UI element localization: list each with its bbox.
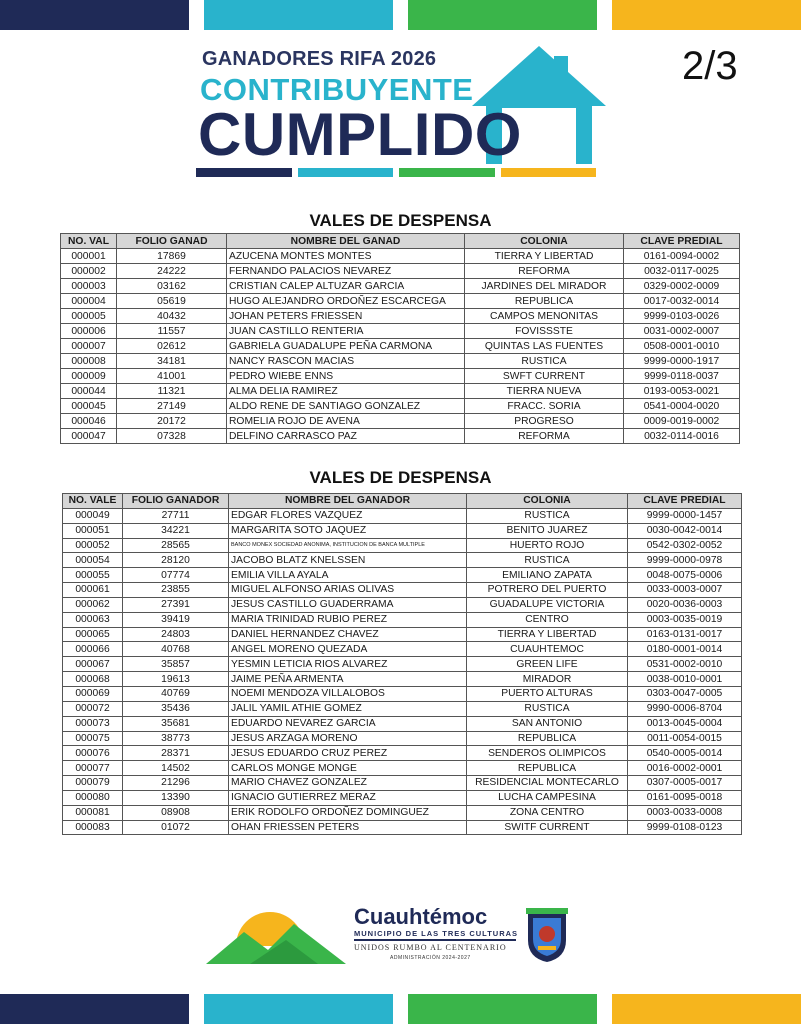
neighborhood-cell: JARDINES DEL MIRADOR bbox=[465, 279, 624, 294]
neighborhood-cell: FRACC. SORIA bbox=[465, 399, 624, 414]
folio-cell: 38773 bbox=[123, 731, 229, 746]
property-key-cell: 0329-0002-0009 bbox=[624, 279, 740, 294]
neighborhood-cell: MIRADOR bbox=[467, 672, 628, 687]
voucher-number-cell: 000069 bbox=[63, 686, 123, 701]
property-key-cell: 9999-0000-0978 bbox=[628, 553, 742, 568]
page-number: 2/3 bbox=[682, 44, 738, 88]
folio-cell: 24803 bbox=[123, 627, 229, 642]
voucher-number-cell: 000066 bbox=[63, 642, 123, 657]
winner-name-cell: MIGUEL ALFONSO ARIAS OLIVAS bbox=[229, 583, 467, 598]
winner-name-cell: JESUS EDUARDO CRUZ PEREZ bbox=[229, 746, 467, 761]
property-key-cell: 0531-0002-0010 bbox=[628, 657, 742, 672]
voucher-number-cell: 000051 bbox=[63, 523, 123, 538]
folio-cell: 27149 bbox=[117, 399, 227, 414]
neighborhood-cell: SWFT CURRENT bbox=[465, 369, 624, 384]
table2-title: VALES DE DESPENSA bbox=[309, 468, 492, 487]
folio-cell: 08908 bbox=[123, 805, 229, 820]
table-row bbox=[63, 612, 742, 627]
winner-name-cell: MARGARITA SOTO JAQUEZ bbox=[229, 523, 467, 538]
table-row bbox=[61, 414, 740, 429]
table-row bbox=[63, 508, 742, 523]
table-row bbox=[63, 568, 742, 583]
folio-cell: 17869 bbox=[117, 249, 227, 264]
property-key-cell: 0020-0036-0003 bbox=[628, 597, 742, 612]
header-voucher-number: NO. VAL bbox=[61, 234, 117, 249]
neighborhood-cell: SENDEROS OLIMPICOS bbox=[467, 746, 628, 761]
winner-name-cell: JESUS ARZAGA MORENO bbox=[229, 731, 467, 746]
table-row bbox=[63, 523, 742, 538]
neighborhood-cell: PROGRESO bbox=[465, 414, 624, 429]
winner-name-cell: MARIO CHAVEZ GONZALEZ bbox=[229, 776, 467, 791]
neighborhood-cell: GREEN LIFE bbox=[467, 657, 628, 672]
winner-name-cell: ROMELIA ROJO DE AVENA bbox=[227, 414, 465, 429]
winner-name-cell: AZUCENA MONTES MONTES bbox=[227, 249, 465, 264]
property-key-cell: 0016-0002-0001 bbox=[628, 761, 742, 776]
voucher-number-cell: 000008 bbox=[61, 354, 117, 369]
header-folio: FOLIO GANADOR bbox=[123, 494, 229, 509]
table-row bbox=[63, 716, 742, 731]
table-row bbox=[63, 583, 742, 598]
neighborhood-cell: EMILIANO ZAPATA bbox=[467, 568, 628, 583]
winner-name-cell: ERIK RODOLFO ORDOÑEZ DOMINGUEZ bbox=[229, 805, 467, 820]
winner-name-cell: HUGO ALEJANDRO ORDOÑEZ ESCARCEGA bbox=[227, 294, 465, 309]
bottom-color-stripe bbox=[0, 994, 801, 1024]
logo-line1: GANADORES RIFA 2026 bbox=[202, 48, 437, 70]
property-key-cell: 0163-0131-0017 bbox=[628, 627, 742, 642]
table-row bbox=[61, 339, 740, 354]
winner-name-cell: BANCO MONEX SOCIEDAD ANONIMA, INSTITUCION DE BANCA MULTIPLE bbox=[229, 538, 467, 553]
folio-cell: 07328 bbox=[117, 429, 227, 444]
logo-color-bars bbox=[196, 168, 596, 177]
table-row bbox=[63, 701, 742, 716]
property-key-cell: 0161-0094-0002 bbox=[624, 249, 740, 264]
folio-cell: 27711 bbox=[123, 508, 229, 523]
header-winner-name: NOMBRE DEL GANAD bbox=[227, 234, 465, 249]
property-key-cell: 0032-0117-0025 bbox=[624, 264, 740, 279]
table-row bbox=[61, 384, 740, 399]
voucher-number-cell: 000005 bbox=[61, 309, 117, 324]
voucher-number-cell: 000046 bbox=[61, 414, 117, 429]
voucher-number-cell: 000079 bbox=[63, 776, 123, 791]
neighborhood-cell: GUADALUPE VICTORIA bbox=[467, 597, 628, 612]
winner-name-cell: ANGEL MORENO QUEZADA bbox=[229, 642, 467, 657]
table-row bbox=[61, 309, 740, 324]
voucher-number-cell: 000083 bbox=[63, 820, 123, 835]
folio-cell: 41001 bbox=[117, 369, 227, 384]
table-row bbox=[61, 354, 740, 369]
voucher-number-cell: 000009 bbox=[61, 369, 117, 384]
winner-name-cell: MARIA TRINIDAD RUBIO PEREZ bbox=[229, 612, 467, 627]
neighborhood-cell: HUERTO ROJO bbox=[467, 538, 628, 553]
folio-cell: 40769 bbox=[123, 686, 229, 701]
neighborhood-cell: RUSTICA bbox=[467, 508, 628, 523]
folio-cell: 05619 bbox=[117, 294, 227, 309]
coat-of-arms-icon bbox=[524, 906, 570, 964]
property-key-cell: 9990-0006-8704 bbox=[628, 701, 742, 716]
voucher-number-cell: 000049 bbox=[63, 508, 123, 523]
table-row bbox=[61, 429, 740, 444]
table-row bbox=[63, 776, 742, 791]
table-row bbox=[63, 538, 742, 553]
neighborhood-cell: TIERRA Y LIBERTAD bbox=[465, 249, 624, 264]
table-row bbox=[61, 324, 740, 339]
winner-name-cell: DELFINO CARRASCO PAZ bbox=[227, 429, 465, 444]
winner-name-cell: PEDRO WIEBE ENNS bbox=[227, 369, 465, 384]
folio-cell: 28371 bbox=[123, 746, 229, 761]
table-row bbox=[63, 672, 742, 687]
folio-cell: 35681 bbox=[123, 716, 229, 731]
property-key-cell: 0013-0045-0004 bbox=[628, 716, 742, 731]
voucher-number-cell: 000047 bbox=[61, 429, 117, 444]
voucher-number-cell: 000006 bbox=[61, 324, 117, 339]
folio-cell: 20172 bbox=[117, 414, 227, 429]
neighborhood-cell: SAN ANTONIO bbox=[467, 716, 628, 731]
property-key-cell: 0048-0075-0006 bbox=[628, 568, 742, 583]
property-key-cell: 0508-0001-0010 bbox=[624, 339, 740, 354]
header-folio: FOLIO GANAD bbox=[117, 234, 227, 249]
property-key-cell: 0031-0002-0007 bbox=[624, 324, 740, 339]
property-key-cell: 0009-0019-0002 bbox=[624, 414, 740, 429]
voucher-number-cell: 000072 bbox=[63, 701, 123, 716]
neighborhood-cell: TIERRA Y LIBERTAD bbox=[467, 627, 628, 642]
winner-name-cell: EDUARDO NEVAREZ GARCIA bbox=[229, 716, 467, 731]
voucher-number-cell: 000055 bbox=[63, 568, 123, 583]
property-key-cell: 0303-0047-0005 bbox=[628, 686, 742, 701]
voucher-number-cell: 000052 bbox=[63, 538, 123, 553]
administration-period: ADMINISTRACIÓN 2024-2027 bbox=[390, 955, 471, 961]
neighborhood-cell: PUERTO ALTURAS bbox=[467, 686, 628, 701]
table-row bbox=[61, 369, 740, 384]
winner-name-cell: YESMIN LETICIA RIOS ALVAREZ bbox=[229, 657, 467, 672]
raffle-logo bbox=[196, 44, 616, 184]
folio-cell: 19613 bbox=[123, 672, 229, 687]
property-key-cell: 0032-0114-0016 bbox=[624, 429, 740, 444]
table-row bbox=[63, 746, 742, 761]
property-key-cell: 0003-0035-0019 bbox=[628, 612, 742, 627]
neighborhood-cell: REPUBLICA bbox=[465, 294, 624, 309]
brand-motto: UNIDOS RUMBO AL CENTENARIO bbox=[354, 943, 507, 952]
voucher-number-cell: 000054 bbox=[63, 553, 123, 568]
voucher-number-cell: 000068 bbox=[63, 672, 123, 687]
property-key-cell: 0003-0033-0008 bbox=[628, 805, 742, 820]
folio-cell: 28120 bbox=[123, 553, 229, 568]
neighborhood-cell: REPUBLICA bbox=[467, 731, 628, 746]
folio-cell: 11321 bbox=[117, 384, 227, 399]
winner-name-cell: FERNANDO PALACIOS NEVAREZ bbox=[227, 264, 465, 279]
property-key-cell: 9999-0118-0037 bbox=[624, 369, 740, 384]
property-key-cell: 0011-0054-0015 bbox=[628, 731, 742, 746]
property-key-cell: 0017-0032-0014 bbox=[624, 294, 740, 309]
header-property-key: CLAVE PREDIAL bbox=[628, 494, 742, 509]
folio-cell: 03162 bbox=[117, 279, 227, 294]
voucher-number-cell: 000080 bbox=[63, 790, 123, 805]
table-header-row bbox=[61, 234, 740, 249]
table-row bbox=[61, 264, 740, 279]
folio-cell: 01072 bbox=[123, 820, 229, 835]
property-key-cell: 0030-0042-0014 bbox=[628, 523, 742, 538]
folio-cell: 27391 bbox=[123, 597, 229, 612]
winner-name-cell: NOEMI MENDOZA VILLALOBOS bbox=[229, 686, 467, 701]
folio-cell: 40432 bbox=[117, 309, 227, 324]
header-neighborhood: COLONIA bbox=[467, 494, 628, 509]
neighborhood-cell: ZONA CENTRO bbox=[467, 805, 628, 820]
table-row bbox=[63, 761, 742, 776]
neighborhood-cell: QUINTAS LAS FUENTES bbox=[465, 339, 624, 354]
winner-name-cell: JAIME PEÑA ARMENTA bbox=[229, 672, 467, 687]
table-row bbox=[63, 553, 742, 568]
voucher-number-cell: 000003 bbox=[61, 279, 117, 294]
neighborhood-cell: CUAUHTEMOC bbox=[467, 642, 628, 657]
neighborhood-cell: POTRERO DEL PUERTO bbox=[467, 583, 628, 598]
winner-name-cell: ALDO RENE DE SANTIAGO GONZALEZ bbox=[227, 399, 465, 414]
neighborhood-cell: RUSTICA bbox=[465, 354, 624, 369]
neighborhood-cell: SWITF CURRENT bbox=[467, 820, 628, 835]
winner-name-cell: JALIL YAMIL ATHIE GOMEZ bbox=[229, 701, 467, 716]
winner-name-cell: CARLOS MONGE MONGE bbox=[229, 761, 467, 776]
logo-line2: CONTRIBUYENTE bbox=[200, 72, 474, 107]
folio-cell: 39419 bbox=[123, 612, 229, 627]
property-key-cell: 0033-0003-0007 bbox=[628, 583, 742, 598]
neighborhood-cell: RUSTICA bbox=[467, 701, 628, 716]
property-key-cell: 0038-0010-0001 bbox=[628, 672, 742, 687]
winners-table-2 bbox=[62, 493, 742, 835]
brand-tagline: MUNICIPIO DE LAS TRES CULTURAS bbox=[354, 929, 519, 938]
property-key-cell: 0542-0302-0052 bbox=[628, 538, 742, 553]
property-key-cell: 0541-0004-0020 bbox=[624, 399, 740, 414]
voucher-number-cell: 000044 bbox=[61, 384, 117, 399]
table-row bbox=[61, 399, 740, 414]
winner-name-cell: EMILIA VILLA AYALA bbox=[229, 568, 467, 583]
table-header-row bbox=[63, 494, 742, 509]
hills-sun-icon bbox=[206, 902, 346, 964]
property-key-cell: 9999-0000-1457 bbox=[628, 508, 742, 523]
winner-name-cell: JUAN CASTILLO RENTERIA bbox=[227, 324, 465, 339]
winner-name-cell: JACOBO BLATZ KNELSSEN bbox=[229, 553, 467, 568]
folio-cell: 34221 bbox=[123, 523, 229, 538]
voucher-number-cell: 000073 bbox=[63, 716, 123, 731]
table-row bbox=[63, 642, 742, 657]
neighborhood-cell: RUSTICA bbox=[467, 553, 628, 568]
brand-name: Cuauhtémoc bbox=[354, 904, 488, 929]
winner-name-cell: JESUS CASTILLO GUADERRAMA bbox=[229, 597, 467, 612]
voucher-number-cell: 000075 bbox=[63, 731, 123, 746]
folio-cell: 11557 bbox=[117, 324, 227, 339]
voucher-number-cell: 000007 bbox=[61, 339, 117, 354]
top-color-stripe bbox=[0, 0, 801, 30]
header-voucher-number: NO. VALE bbox=[63, 494, 123, 509]
table-row bbox=[63, 597, 742, 612]
property-key-cell: 9999-0000-1917 bbox=[624, 354, 740, 369]
property-key-cell: 0540-0005-0014 bbox=[628, 746, 742, 761]
winner-name-cell: DANIEL HERNANDEZ CHAVEZ bbox=[229, 627, 467, 642]
property-key-cell: 0161-0095-0018 bbox=[628, 790, 742, 805]
table-row bbox=[63, 805, 742, 820]
folio-cell: 24222 bbox=[117, 264, 227, 279]
property-key-cell: 9999-0108-0123 bbox=[628, 820, 742, 835]
table-row bbox=[63, 731, 742, 746]
voucher-number-cell: 000062 bbox=[63, 597, 123, 612]
header-neighborhood: COLONIA bbox=[465, 234, 624, 249]
voucher-number-cell: 000002 bbox=[61, 264, 117, 279]
header-winner-name: NOMBRE DEL GANADOR bbox=[229, 494, 467, 509]
neighborhood-cell: TIERRA NUEVA bbox=[465, 384, 624, 399]
voucher-number-cell: 000081 bbox=[63, 805, 123, 820]
neighborhood-cell: BENITO JUAREZ bbox=[467, 523, 628, 538]
folio-cell: 40768 bbox=[123, 642, 229, 657]
folio-cell: 34181 bbox=[117, 354, 227, 369]
voucher-number-cell: 000065 bbox=[63, 627, 123, 642]
neighborhood-cell: REPUBLICA bbox=[467, 761, 628, 776]
property-key-cell: 0193-0053-0021 bbox=[624, 384, 740, 399]
folio-cell: 14502 bbox=[123, 761, 229, 776]
divider bbox=[354, 939, 516, 941]
header-property-key: CLAVE PREDIAL bbox=[624, 234, 740, 249]
voucher-number-cell: 000045 bbox=[61, 399, 117, 414]
table-row bbox=[63, 657, 742, 672]
voucher-number-cell: 000004 bbox=[61, 294, 117, 309]
table-row bbox=[63, 686, 742, 701]
folio-cell: 02612 bbox=[117, 339, 227, 354]
table-row bbox=[61, 294, 740, 309]
neighborhood-cell: REFORMA bbox=[465, 429, 624, 444]
winner-name-cell: ALMA DELIA RAMIREZ bbox=[227, 384, 465, 399]
winner-name-cell: JOHAN PETERS FRIESSEN bbox=[227, 309, 465, 324]
folio-cell: 35857 bbox=[123, 657, 229, 672]
table-row bbox=[63, 820, 742, 835]
folio-cell: 23855 bbox=[123, 583, 229, 598]
folio-cell: 07774 bbox=[123, 568, 229, 583]
winners-table-1 bbox=[60, 233, 740, 444]
winner-name-cell: NANCY RASCON MACIAS bbox=[227, 354, 465, 369]
neighborhood-cell: LUCHA CAMPESINA bbox=[467, 790, 628, 805]
winner-name-cell: EDGAR FLORES VAZQUEZ bbox=[229, 508, 467, 523]
neighborhood-cell: REFORMA bbox=[465, 264, 624, 279]
property-key-cell: 0180-0001-0014 bbox=[628, 642, 742, 657]
neighborhood-cell: CENTRO bbox=[467, 612, 628, 627]
voucher-number-cell: 000061 bbox=[63, 583, 123, 598]
folio-cell: 13390 bbox=[123, 790, 229, 805]
neighborhood-cell: RESIDENCIAL MONTECARLO bbox=[467, 776, 628, 791]
folio-cell: 21296 bbox=[123, 776, 229, 791]
table-row bbox=[61, 279, 740, 294]
voucher-number-cell: 000001 bbox=[61, 249, 117, 264]
winner-name-cell: OHAN FRIESSEN PETERS bbox=[229, 820, 467, 835]
folio-cell: 28565 bbox=[123, 538, 229, 553]
property-key-cell: 0307-0005-0017 bbox=[628, 776, 742, 791]
table1-title: VALES DE DESPENSA bbox=[309, 211, 492, 230]
winner-name-cell: CRISTIAN CALEP ALTUZAR GARCIA bbox=[227, 279, 465, 294]
voucher-number-cell: 000076 bbox=[63, 746, 123, 761]
voucher-number-cell: 000077 bbox=[63, 761, 123, 776]
winner-name-cell: IGNACIO GUTIERREZ MERAZ bbox=[229, 790, 467, 805]
table-row bbox=[61, 249, 740, 264]
municipality-footer bbox=[0, 896, 801, 976]
table-row bbox=[63, 627, 742, 642]
table-row bbox=[63, 790, 742, 805]
winner-name-cell: GABRIELA GUADALUPE PEÑA CARMONA bbox=[227, 339, 465, 354]
voucher-number-cell: 000063 bbox=[63, 612, 123, 627]
property-key-cell: 9999-0103-0026 bbox=[624, 309, 740, 324]
folio-cell: 35436 bbox=[123, 701, 229, 716]
voucher-number-cell: 000067 bbox=[63, 657, 123, 672]
neighborhood-cell: FOVISSSTE bbox=[465, 324, 624, 339]
neighborhood-cell: CAMPOS MENONITAS bbox=[465, 309, 624, 324]
logo-line3: CUMPLIDO bbox=[198, 101, 522, 168]
